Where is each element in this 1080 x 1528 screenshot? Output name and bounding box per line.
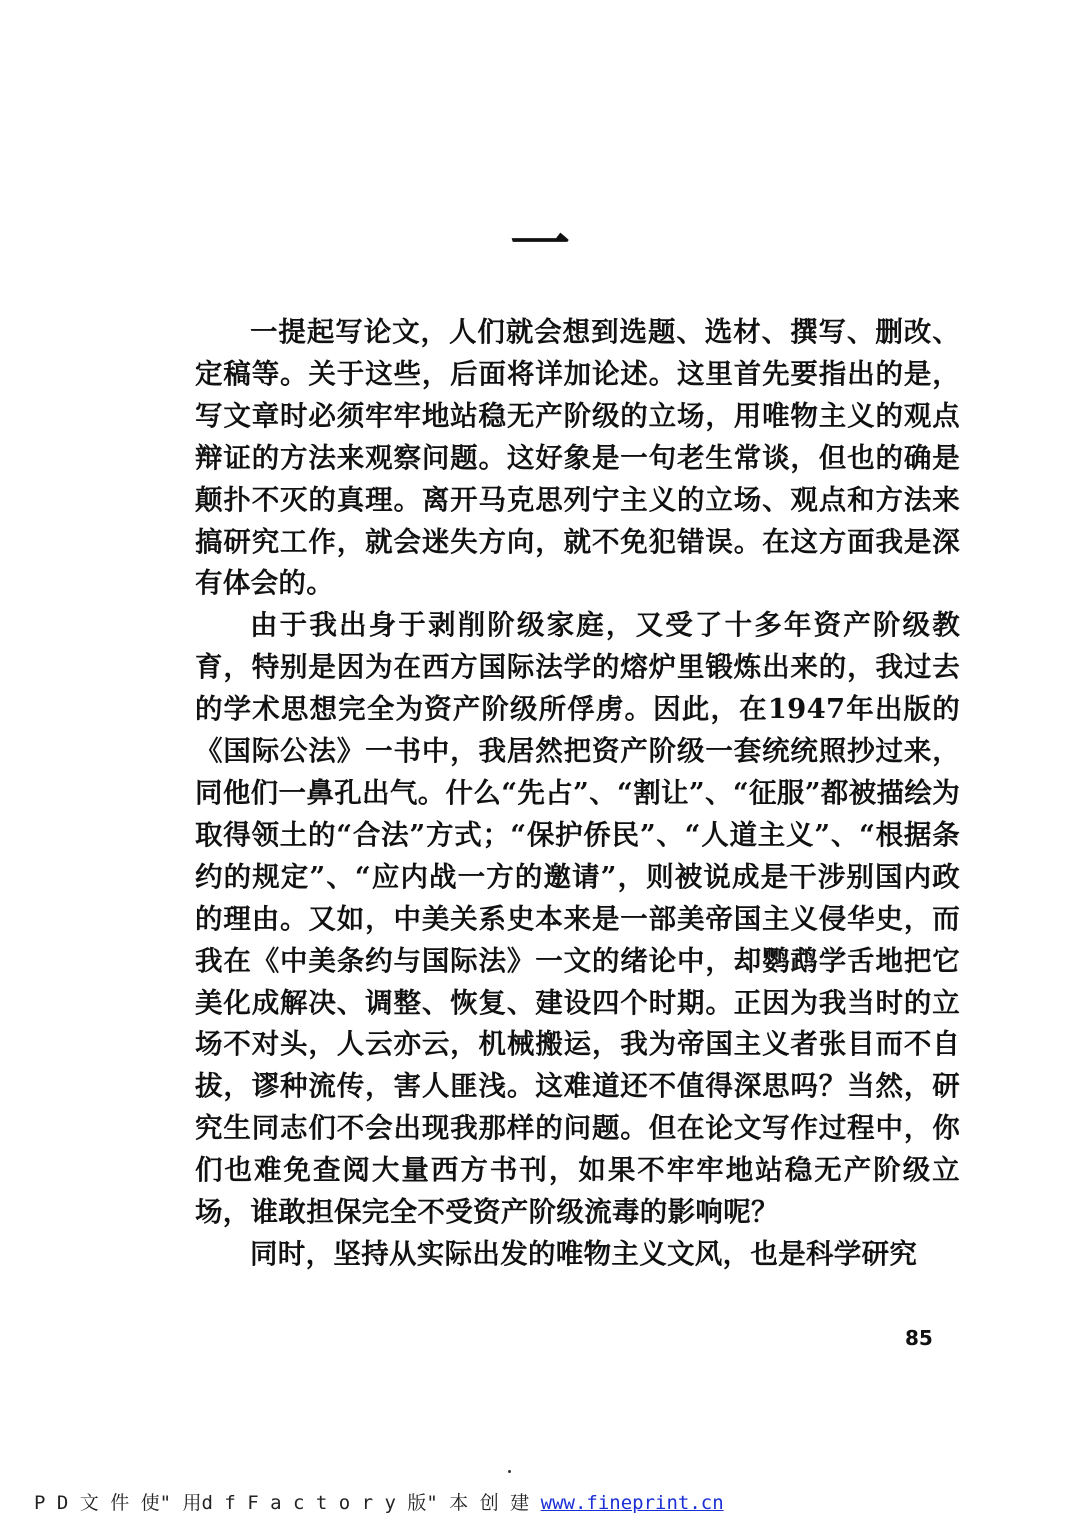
watermark-text: P D 文 件 使" 用d f F a c t o r y 版" 本 创 建 xyxy=(34,1492,530,1514)
paragraph-1: 一提起写论文，人们就会想到选题、选材、撰写、删改、定稿等。关于这些，后面将详加论述。这里首先要指出的是，写文章时必须牢牢地站稳无产阶级的立场，用唯物主义的观点辩证的方法来观察问题。这好象是一句老生常谈，但也的确是颠扑不灭的真理。离开马克思列宁主义的立场、观点和方法来搞研究工作，就会迷失方向，就不免犯错误。在这方面我是深有体会的。 xyxy=(195,316,960,600)
watermark-link[interactable]: www.fineprint.cn xyxy=(540,1492,724,1514)
scan-speck xyxy=(508,1470,511,1473)
paragraph-2: 由于我出身于剥削阶级家庭，又受了十多年资产阶级教育，特别是因为在西方国际法学的熔炉里锻炼出来的，我过去的学术思想完全为资产阶级所俘虏。因此，在1947年出版的《国际公法》一书中，我居然把资产阶级一套统统照抄过来，同他们一鼻孔出气。什么“先占”、“割让”、“征服”都被描绘为取得领土的“合法”方式；“保护侨民”、“人道主义”、“根据条约的规定”、“应内战一方的邀请”，则被说成是干涉别国内政的理由。又如，中美关系史本来是一部美帝国主义侵华史，而我在《中美条约与国际法》一文的绪论中，却鹦鹉学舌地把它美化成解决、调整、恢复、建设四个时期。正因为我当时的立场不对头，人云亦云，机械搬运，我为帝国主义者张目而不自拔，谬种流传，害人匪浅。这难道还不值得深思吗？当然，研究生同志们不会出现我那样的问题。但在论文写作过程中，你们也难免查阅大量西方书刊，如果不牢牢地站稳无产阶级立场，谁敢担保完全不受资产阶级流毒的影响呢？ xyxy=(195,609,960,1229)
body-text xyxy=(195,312,960,1276)
paragraph-3: 同时，坚持从实际出发的唯物主义文风，也是科学研究 xyxy=(250,1237,918,1270)
pdf-watermark xyxy=(34,1488,724,1515)
page-number: 85 xyxy=(905,1326,933,1350)
section-heading: 一 xyxy=(510,210,570,280)
